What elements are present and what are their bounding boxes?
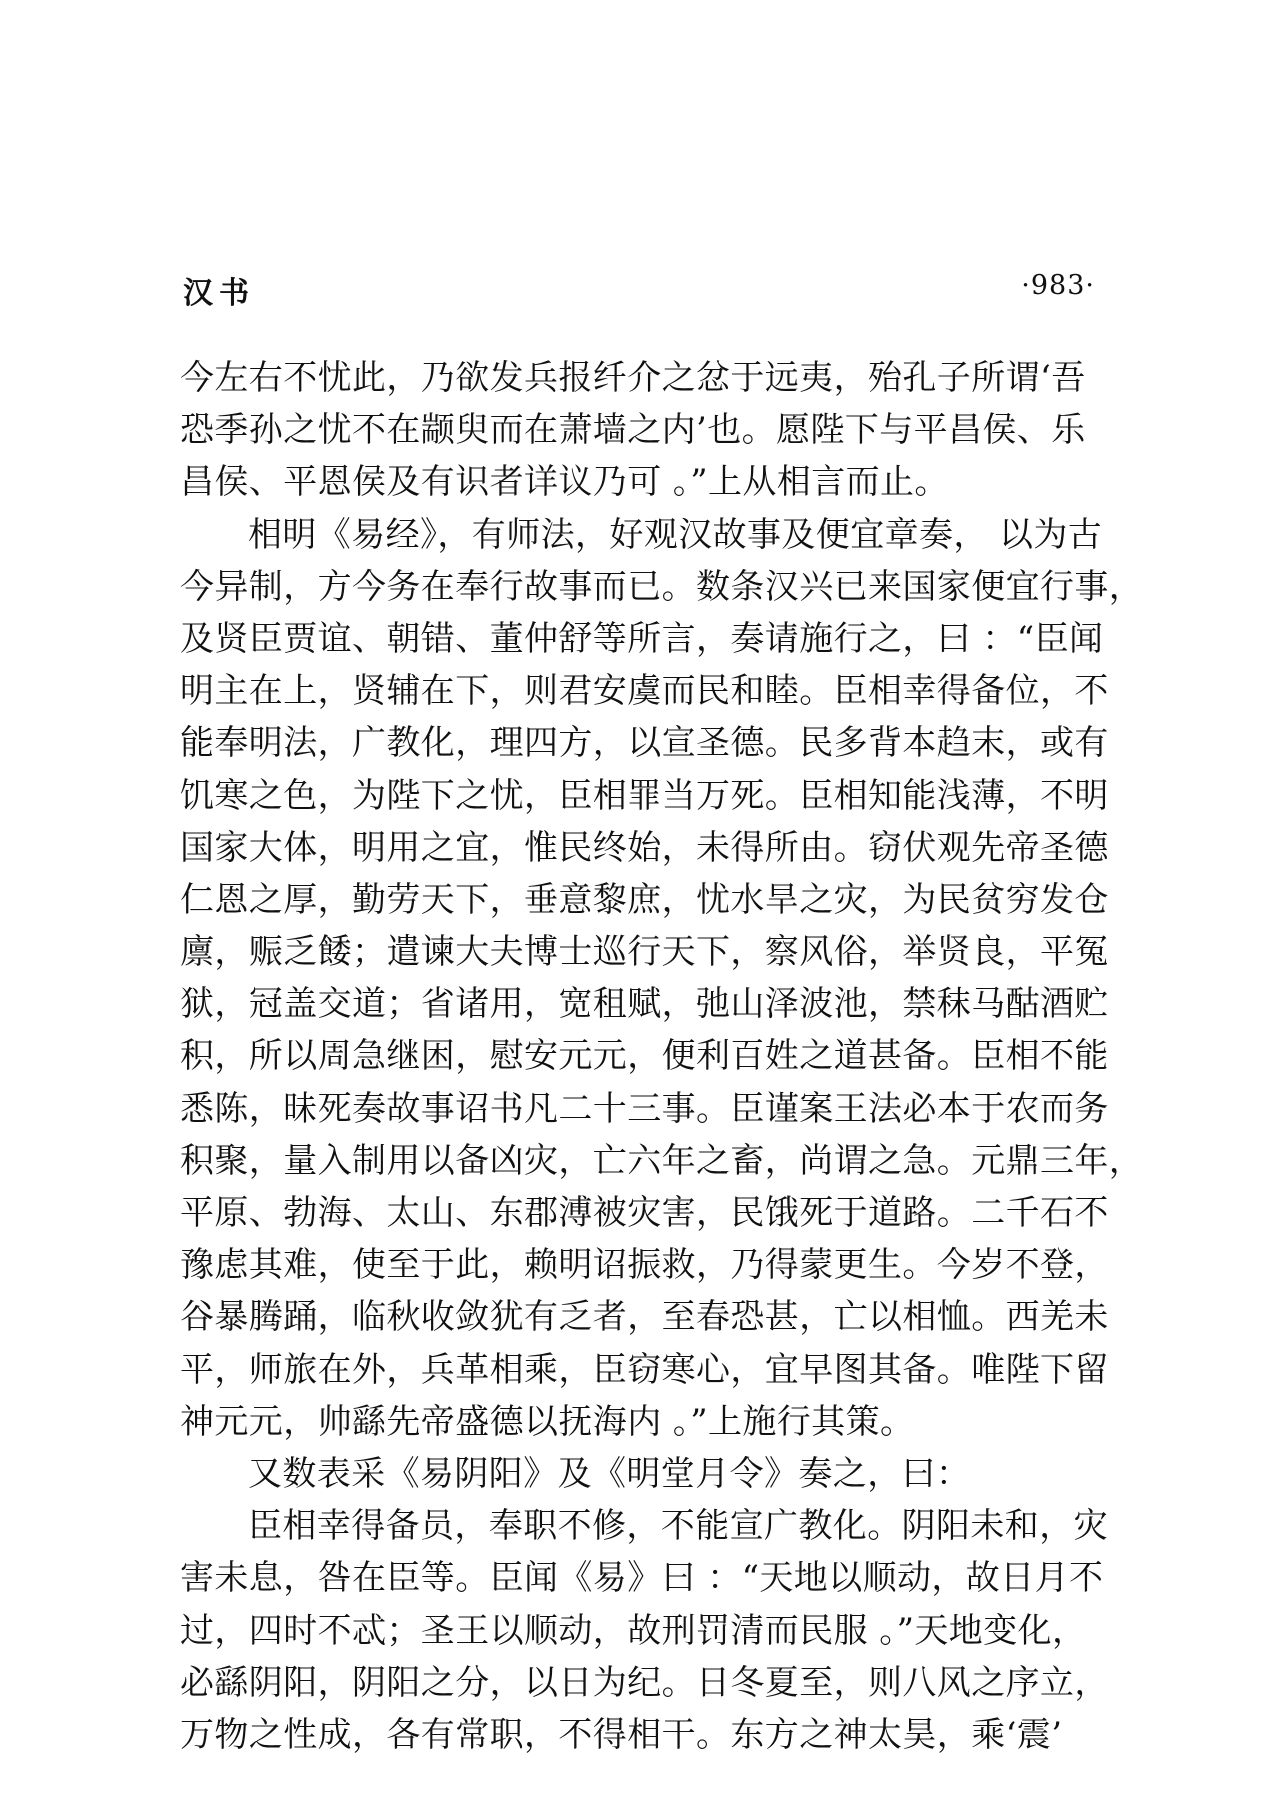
text-line: 今异制，方今务在奉行故事而已。数条汉兴已来国家便宜行事，	[180, 566, 1144, 607]
text-line: 平原、勃海、太山、东郡溥被灾害，民饿死于道路。二千石不	[180, 1193, 1109, 1233]
text-line: 平，师旅在外，兵革相乘，臣窃寒心，宜早图其备。唯陛下留	[180, 1349, 1109, 1390]
text-line: 仁恩之厚，勤劳天下，垂意黎庶，忧水旱之灾，为民贫穷发仓	[180, 879, 1109, 920]
text-line: 昌侯、平恩侯及有识者详议乃可 。”上从相言而止。	[180, 462, 949, 503]
text-line: 又数表采《易阴阳》及《明堂月令》奏之，曰：	[248, 1453, 971, 1494]
text-line: 害未息，咎在臣等。臣闻《易》曰 ：“天地以顺动，故日月不	[180, 1558, 1104, 1599]
text-line: 恐季孙之忧不在颛臾而在萧墙之内’也。愿陛下与平昌侯、乐	[180, 410, 1086, 451]
text-line: 及贤臣贾谊、朝错、董仲舒等所言，奏请施行之，曰 ：“臣闻	[180, 618, 1104, 659]
text-line: 豫虑其难，使至于此，赖明诏振救，乃得蒙更生。今岁不登，	[180, 1245, 1109, 1286]
body-text	[180, 352, 1144, 1761]
page-header	[183, 268, 1095, 316]
text-line: 神元元，帅繇先帝盛德以抚海内 。”上施行其策。	[180, 1401, 915, 1442]
text-line: 臣相幸得备员，奉职不修，不能宣广教化。阴阳未和，灾	[248, 1506, 1108, 1547]
page-number: ·983·	[1021, 270, 1095, 301]
text-line: 积聚，量入制用以备凶灾，亡六年之畜，尚谓之急。元鼎三年，	[180, 1140, 1144, 1181]
text-line: 必繇阴阳，阴阳之分，以日为纪。日冬夏至，则八风之序立，	[180, 1662, 1109, 1703]
text-line: 饥寒之色，为陛下之忧，臣相罪当万死。臣相知能浅薄，不明	[180, 775, 1109, 816]
text-line: 积，所以周急继困，慰安元元，便利百姓之道甚备。臣相不能	[180, 1036, 1109, 1077]
text-line: 万物之性成，各有常职，不得相干。东方之神太昊，乘‘震’	[180, 1714, 1063, 1755]
text-line: 狱，冠盖交道；省诸用，宽租赋，弛山泽波池，禁秣马酤酒贮	[180, 984, 1109, 1025]
text-line: 相明《易经》，有师法，好观汉故事及便宜章奏， 以为古	[248, 514, 1103, 555]
text-line: 能奉明法，广教化，理四方，以宣圣德。民多背本趋末，或有	[180, 723, 1109, 764]
text-line: 今左右不忧此，乃欲发兵报纤介之忿于远夷，殆孔子所谓‘吾	[180, 358, 1086, 398]
text-line: 明主在上，贤辅在下，则君安虞而民和睦。臣相幸得备位，不	[180, 671, 1109, 712]
text-line: 国家大体，明用之宜，惟民终始，未得所由。窃伏观先帝圣德	[180, 827, 1109, 868]
text-line: 廪，赈乏餧；遣谏大夫博士巡行天下，察风俗，举贤良，平冤	[180, 932, 1109, 973]
book-title: 汉书	[183, 276, 255, 311]
text-line: 悉陈，昧死奏故事诏书凡二十三事。臣谨案王法必本于农而务	[180, 1088, 1109, 1129]
text-line: 过，四时不忒；圣王以顺动，故刑罚清而民服 。”天地变化，	[180, 1610, 1087, 1651]
text-line: 谷暴腾踊，临秋收敛犹有乏者，至春恐甚，亡以相恤。西羌未	[180, 1297, 1109, 1338]
